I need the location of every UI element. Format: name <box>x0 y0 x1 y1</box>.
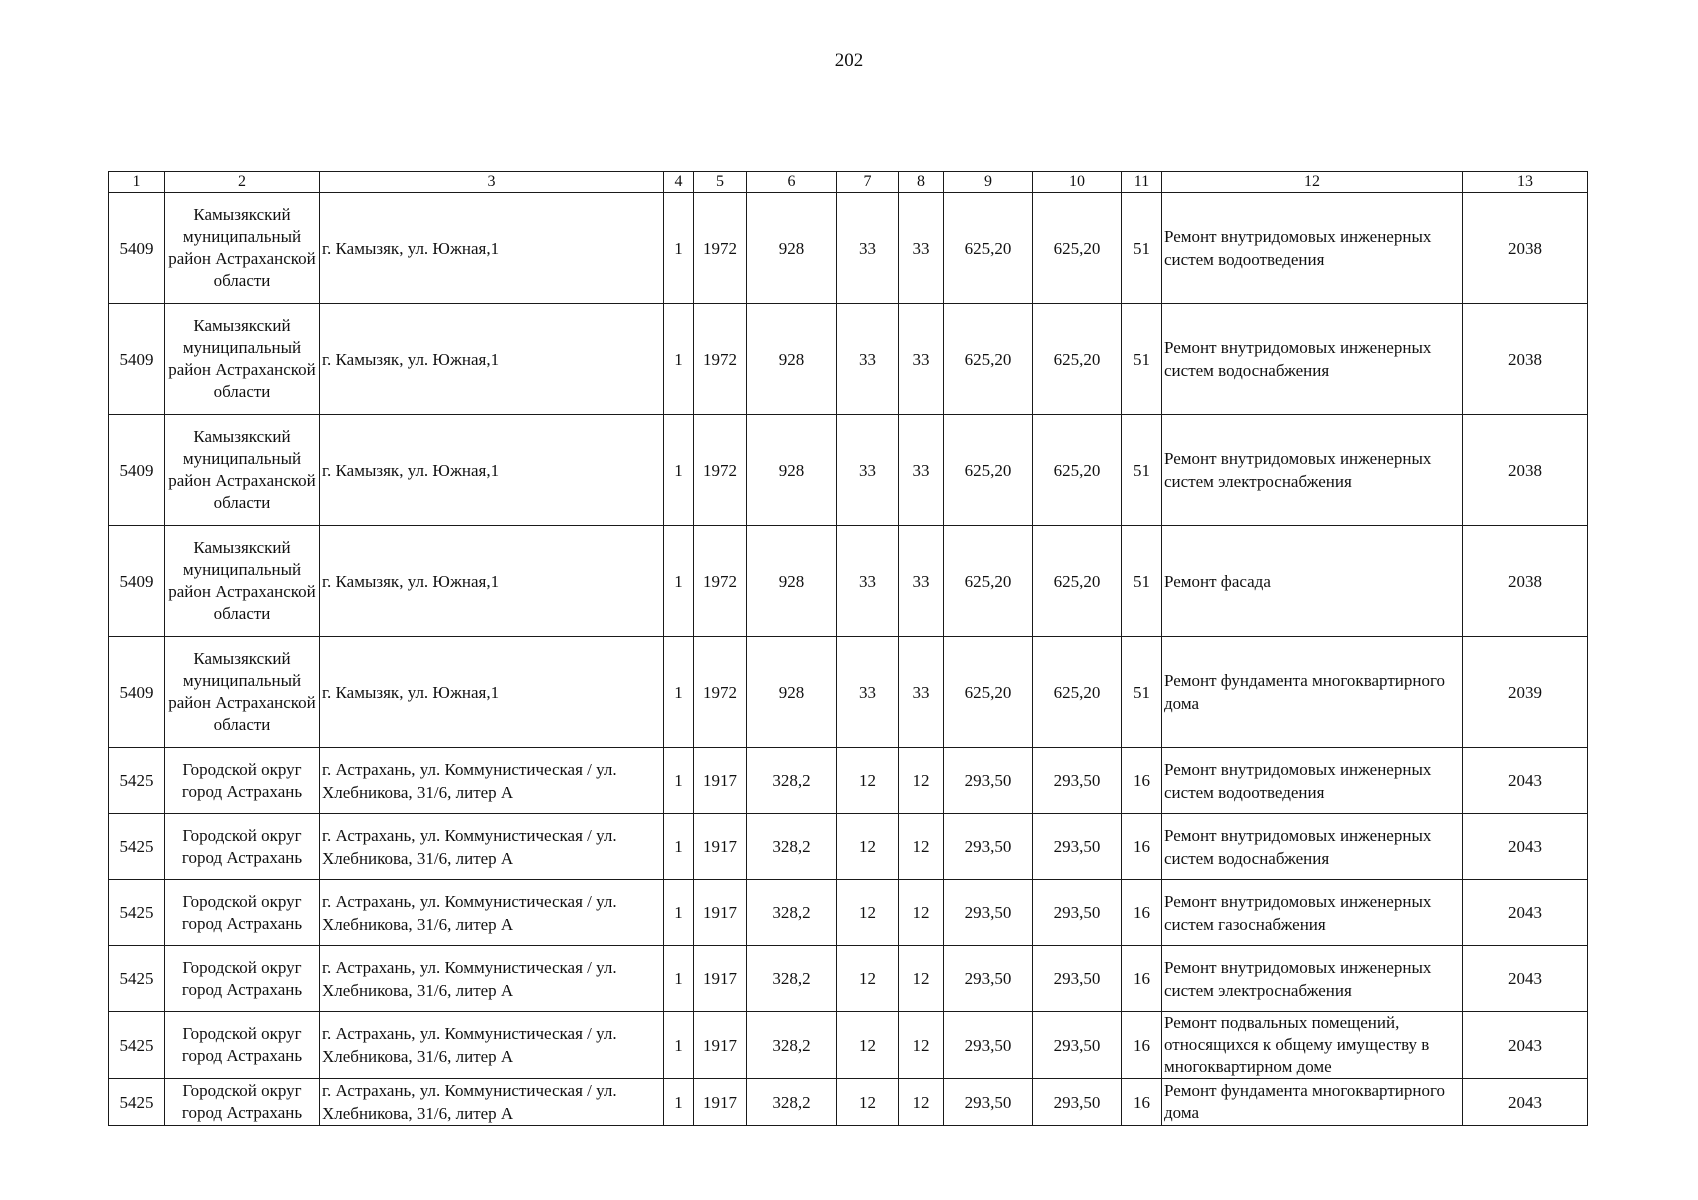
address-cell: г. Камызяк, ул. Южная,1 <box>320 304 664 415</box>
col6-cell: 928 <box>747 193 837 304</box>
col11-cell: 16 <box>1122 814 1162 880</box>
address-cell: г. Астрахань, ул. Коммунистическая / ул. Хлебникова, 31/6, литер А <box>320 1079 664 1126</box>
col9-cell: 293,50 <box>944 814 1033 880</box>
term-cell: 2039 <box>1463 637 1588 748</box>
col9-cell: 625,20 <box>944 193 1033 304</box>
col11-cell: 51 <box>1122 637 1162 748</box>
col11-cell: 51 <box>1122 193 1162 304</box>
year-cell: 1972 <box>694 415 747 526</box>
house-id-cell: 5425 <box>109 1012 165 1079</box>
col7-cell: 33 <box>837 304 899 415</box>
work-type-cell: Ремонт фундамента многоквартирного дома <box>1162 637 1463 748</box>
house-id-cell: 5409 <box>109 526 165 637</box>
col9-cell: 293,50 <box>944 946 1033 1012</box>
column-header: 1 <box>109 172 165 193</box>
work-type-cell: Ремонт внутридомовых инженерных систем водоотведения <box>1162 748 1463 814</box>
table-row <box>109 193 1588 304</box>
address-cell: г. Камызяк, ул. Южная,1 <box>320 193 664 304</box>
col8-cell: 12 <box>899 1079 944 1126</box>
table-row <box>109 415 1588 526</box>
table-row <box>109 748 1588 814</box>
column-header: 10 <box>1033 172 1122 193</box>
table-row <box>109 1012 1588 1079</box>
col7-cell: 33 <box>837 526 899 637</box>
work-type-cell: Ремонт внутридомовых инженерных систем водоотведения <box>1162 193 1463 304</box>
col10-cell: 293,50 <box>1033 748 1122 814</box>
district-cell: Городской округ город Астрахань <box>165 748 320 814</box>
term-cell: 2038 <box>1463 304 1588 415</box>
address-cell: г. Астрахань, ул. Коммунистическая / ул. Хлебникова, 31/6, литер А <box>320 1012 664 1079</box>
term-cell: 2038 <box>1463 193 1588 304</box>
column-header: 5 <box>694 172 747 193</box>
year-cell: 1917 <box>694 748 747 814</box>
col7-cell: 33 <box>837 637 899 748</box>
column-header: 3 <box>320 172 664 193</box>
col7-cell: 12 <box>837 814 899 880</box>
work-type-cell: Ремонт внутридомовых инженерных систем водоснабжения <box>1162 814 1463 880</box>
address-cell: г. Камызяк, ул. Южная,1 <box>320 637 664 748</box>
col4-cell: 1 <box>664 1079 694 1126</box>
table-row <box>109 880 1588 946</box>
address-cell: г. Камызяк, ул. Южная,1 <box>320 526 664 637</box>
column-header: 11 <box>1122 172 1162 193</box>
col8-cell: 12 <box>899 946 944 1012</box>
work-type-cell: Ремонт внутридомовых инженерных систем электроснабжения <box>1162 415 1463 526</box>
house-id-cell: 5425 <box>109 814 165 880</box>
col9-cell: 625,20 <box>944 526 1033 637</box>
table-row <box>109 946 1588 1012</box>
col10-cell: 293,50 <box>1033 880 1122 946</box>
col6-cell: 928 <box>747 637 837 748</box>
col7-cell: 12 <box>837 946 899 1012</box>
col11-cell: 51 <box>1122 526 1162 637</box>
work-type-cell: Ремонт внутридомовых инженерных систем водоснабжения <box>1162 304 1463 415</box>
table-row <box>109 526 1588 637</box>
col4-cell: 1 <box>664 637 694 748</box>
col9-cell: 625,20 <box>944 415 1033 526</box>
year-cell: 1972 <box>694 637 747 748</box>
col6-cell: 328,2 <box>747 946 837 1012</box>
col10-cell: 625,20 <box>1033 637 1122 748</box>
work-type-cell: Ремонт внутридомовых инженерных систем электроснабжения <box>1162 946 1463 1012</box>
column-number-row <box>109 172 1588 193</box>
year-cell: 1917 <box>694 880 747 946</box>
column-header: 4 <box>664 172 694 193</box>
col9-cell: 293,50 <box>944 748 1033 814</box>
address-cell: г. Астрахань, ул. Коммунистическая / ул. Хлебникова, 31/6, литер А <box>320 946 664 1012</box>
col8-cell: 12 <box>899 814 944 880</box>
house-id-cell: 5425 <box>109 946 165 1012</box>
col6-cell: 928 <box>747 304 837 415</box>
year-cell: 1972 <box>694 304 747 415</box>
col4-cell: 1 <box>664 946 694 1012</box>
year-cell: 1917 <box>694 814 747 880</box>
col9-cell: 625,20 <box>944 304 1033 415</box>
register-table <box>108 171 1588 1126</box>
term-cell: 2038 <box>1463 526 1588 637</box>
district-cell: Камызякский муниципальный район Астраханской области <box>165 193 320 304</box>
table-row <box>109 814 1588 880</box>
col7-cell: 33 <box>837 415 899 526</box>
col6-cell: 928 <box>747 415 837 526</box>
year-cell: 1917 <box>694 1012 747 1079</box>
col8-cell: 33 <box>899 526 944 637</box>
col10-cell: 625,20 <box>1033 526 1122 637</box>
col11-cell: 16 <box>1122 946 1162 1012</box>
table-row <box>109 1079 1588 1126</box>
district-cell: Городской округ город Астрахань <box>165 1079 320 1126</box>
term-cell: 2043 <box>1463 1012 1588 1079</box>
address-cell: г. Астрахань, ул. Коммунистическая / ул. Хлебникова, 31/6, литер А <box>320 880 664 946</box>
col4-cell: 1 <box>664 304 694 415</box>
col8-cell: 12 <box>899 1012 944 1079</box>
col8-cell: 33 <box>899 304 944 415</box>
district-cell: Камызякский муниципальный район Астраханской области <box>165 415 320 526</box>
col6-cell: 328,2 <box>747 1012 837 1079</box>
house-id-cell: 5409 <box>109 304 165 415</box>
col7-cell: 33 <box>837 193 899 304</box>
col11-cell: 16 <box>1122 880 1162 946</box>
district-cell: Городской округ город Астрахань <box>165 814 320 880</box>
column-header: 2 <box>165 172 320 193</box>
col11-cell: 16 <box>1122 748 1162 814</box>
address-cell: г. Астрахань, ул. Коммунистическая / ул. Хлебникова, 31/6, литер А <box>320 748 664 814</box>
col10-cell: 293,50 <box>1033 814 1122 880</box>
column-header: 8 <box>899 172 944 193</box>
term-cell: 2043 <box>1463 814 1588 880</box>
col8-cell: 33 <box>899 415 944 526</box>
house-id-cell: 5409 <box>109 193 165 304</box>
col10-cell: 625,20 <box>1033 304 1122 415</box>
col4-cell: 1 <box>664 526 694 637</box>
page-number: 202 <box>834 50 864 71</box>
col9-cell: 293,50 <box>944 880 1033 946</box>
work-type-cell: Ремонт подвальных помещений, относящихся к общему имуществу в многоквартирном доме <box>1162 1012 1463 1079</box>
col11-cell: 51 <box>1122 415 1162 526</box>
term-cell: 2043 <box>1463 946 1588 1012</box>
work-type-cell: Ремонт внутридомовых инженерных систем газоснабжения <box>1162 880 1463 946</box>
col8-cell: 33 <box>899 193 944 304</box>
column-header: 12 <box>1162 172 1463 193</box>
col4-cell: 1 <box>664 415 694 526</box>
col4-cell: 1 <box>664 748 694 814</box>
col6-cell: 928 <box>747 526 837 637</box>
year-cell: 1972 <box>694 526 747 637</box>
col10-cell: 625,20 <box>1033 193 1122 304</box>
col8-cell: 33 <box>899 637 944 748</box>
col11-cell: 16 <box>1122 1012 1162 1079</box>
district-cell: Городской округ город Астрахань <box>165 1012 320 1079</box>
col6-cell: 328,2 <box>747 1079 837 1126</box>
column-header: 13 <box>1463 172 1588 193</box>
district-cell: Камызякский муниципальный район Астраханской области <box>165 304 320 415</box>
col10-cell: 293,50 <box>1033 1012 1122 1079</box>
column-header: 9 <box>944 172 1033 193</box>
column-header: 7 <box>837 172 899 193</box>
col4-cell: 1 <box>664 880 694 946</box>
work-type-cell: Ремонт фасада <box>1162 526 1463 637</box>
col11-cell: 51 <box>1122 304 1162 415</box>
col6-cell: 328,2 <box>747 880 837 946</box>
address-cell: г. Астрахань, ул. Коммунистическая / ул. Хлебникова, 31/6, литер А <box>320 814 664 880</box>
col7-cell: 12 <box>837 1079 899 1126</box>
col4-cell: 1 <box>664 1012 694 1079</box>
house-id-cell: 5409 <box>109 415 165 526</box>
col7-cell: 12 <box>837 1012 899 1079</box>
col4-cell: 1 <box>664 814 694 880</box>
house-id-cell: 5425 <box>109 1079 165 1126</box>
col4-cell: 1 <box>664 193 694 304</box>
col7-cell: 12 <box>837 748 899 814</box>
address-cell: г. Камызяк, ул. Южная,1 <box>320 415 664 526</box>
col6-cell: 328,2 <box>747 748 837 814</box>
term-cell: 2038 <box>1463 415 1588 526</box>
col8-cell: 12 <box>899 880 944 946</box>
year-cell: 1972 <box>694 193 747 304</box>
term-cell: 2043 <box>1463 748 1588 814</box>
year-cell: 1917 <box>694 946 747 1012</box>
year-cell: 1917 <box>694 1079 747 1126</box>
col8-cell: 12 <box>899 748 944 814</box>
col9-cell: 293,50 <box>944 1012 1033 1079</box>
table-row <box>109 304 1588 415</box>
col7-cell: 12 <box>837 880 899 946</box>
work-type-cell: Ремонт фундамента многоквартирного дома <box>1162 1079 1463 1126</box>
col10-cell: 293,50 <box>1033 1079 1122 1126</box>
col9-cell: 293,50 <box>944 1079 1033 1126</box>
house-id-cell: 5425 <box>109 748 165 814</box>
table-row <box>109 637 1588 748</box>
house-id-cell: 5409 <box>109 637 165 748</box>
term-cell: 2043 <box>1463 880 1588 946</box>
district-cell: Городской округ город Астрахань <box>165 946 320 1012</box>
col11-cell: 16 <box>1122 1079 1162 1126</box>
column-header: 6 <box>747 172 837 193</box>
district-cell: Камызякский муниципальный район Астраханской области <box>165 526 320 637</box>
house-id-cell: 5425 <box>109 880 165 946</box>
term-cell: 2043 <box>1463 1079 1588 1126</box>
district-cell: Городской округ город Астрахань <box>165 880 320 946</box>
col10-cell: 625,20 <box>1033 415 1122 526</box>
col6-cell: 328,2 <box>747 814 837 880</box>
district-cell: Камызякский муниципальный район Астраханской области <box>165 637 320 748</box>
col9-cell: 625,20 <box>944 637 1033 748</box>
col10-cell: 293,50 <box>1033 946 1122 1012</box>
